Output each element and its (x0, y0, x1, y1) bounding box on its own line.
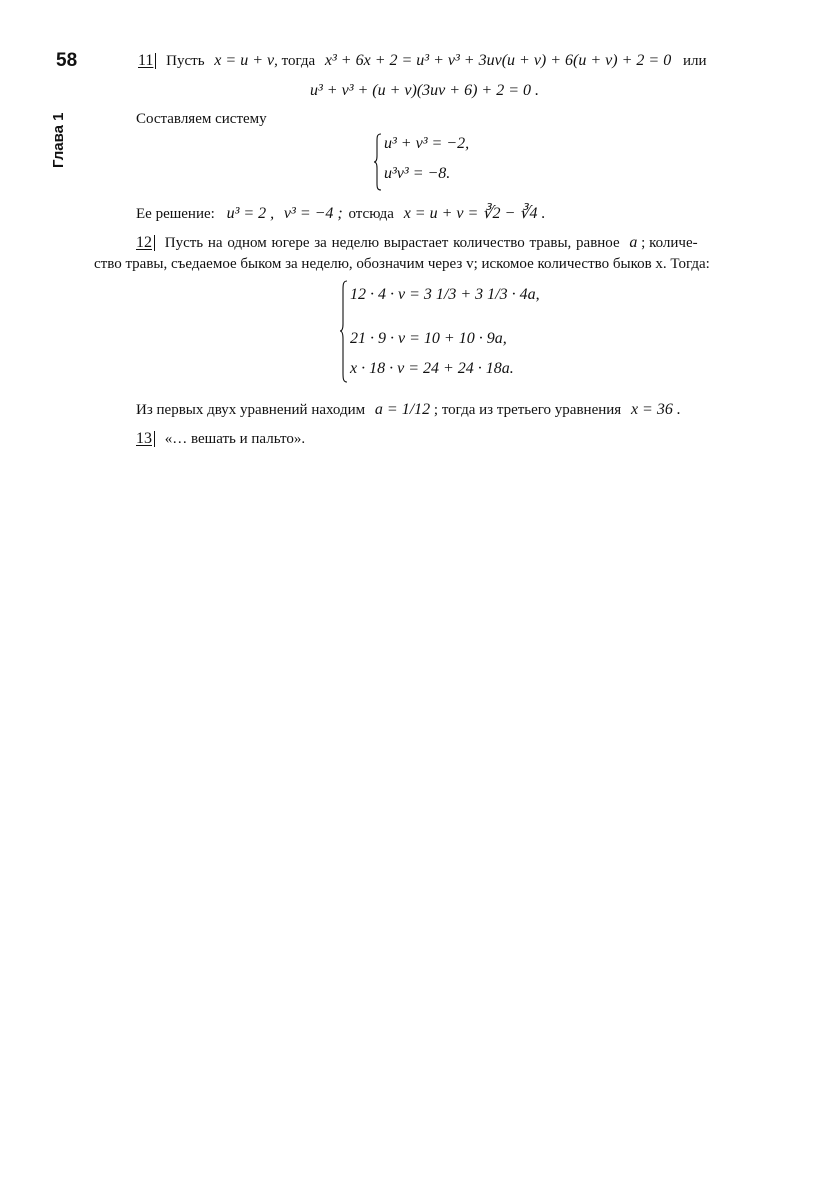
problem-11-line-2 (310, 82, 539, 100)
formula-x-value: x = 36 . (630, 401, 681, 418)
left-brace (340, 280, 348, 383)
system-11-row-1: u³ + v³ = −2, (384, 135, 470, 152)
formula-expand: x³ + 6x + 2 = u³ + v³ + 3uv(u + v) + 6(u + v) + 2 = 0 (324, 52, 672, 69)
problem-11-solution (136, 205, 545, 223)
left-brace (374, 133, 382, 191)
text-line-1: Пусть на одном югере за неделю вырастает количество травы, равное (164, 235, 620, 251)
chapter-label: Глава 1 (50, 112, 67, 168)
system-12 (340, 280, 540, 383)
text-compose: Составляем систему (136, 111, 267, 127)
formula-v: v³ = −4 ; (283, 205, 343, 222)
formula-rewrite: u³ + v³ + (u + v)(3uv + 6) + 2 = 0 . (310, 82, 539, 99)
formula-x: x = u + v = ∛2 − ∛4 . (403, 205, 546, 222)
problem-12-line-1 (136, 234, 698, 252)
problem-number: 11 (138, 53, 156, 69)
problem-12-line-2 (94, 255, 710, 273)
text-solution: Ее решение: (136, 206, 215, 222)
problem-11-line-3 (136, 110, 267, 128)
problem-12-result (136, 401, 681, 419)
text-line-2: ство травы, съедаемое быком за неделю, обозначим через v; искомое количество быков x. Тогда: (94, 256, 710, 272)
problem-13-text: «… вешать и пальто». (164, 431, 306, 447)
text-or: или (682, 53, 707, 69)
problem-number: 13 (136, 431, 155, 447)
system-12-row-2: 21 · 9 · v = 10 + 10 · 9a, (350, 330, 507, 347)
problem-13 (136, 430, 305, 448)
text-line-1-end: ; количе- (641, 235, 698, 251)
system-12-row-3: x · 18 · v = 24 + 24 · 18a. (350, 360, 514, 377)
system-11 (374, 133, 494, 191)
formula-a-value: a = 1/12 (374, 401, 431, 418)
text-from: Из первых двух уравнений находим (136, 402, 366, 418)
system-11-row-2: u³v³ = −8. (384, 165, 451, 182)
text-then: , тогда (274, 53, 316, 69)
system-12-row-1: 12 · 4 · v = 3 1/3 + 3 1/3 · 4a, (350, 286, 540, 303)
text-let: Пусть (166, 53, 205, 69)
formula-a: a (629, 234, 638, 251)
problem-number: 12 (136, 235, 155, 251)
formula-u: u³ = 2 , (226, 205, 275, 222)
text-then-third: ; тогда из третьего уравнения (433, 402, 622, 418)
problem-11-line-1 (138, 52, 706, 70)
formula-let: x = u + v (214, 52, 275, 69)
page-number: 58 (56, 50, 78, 71)
text-hence: отсюда (348, 206, 394, 222)
